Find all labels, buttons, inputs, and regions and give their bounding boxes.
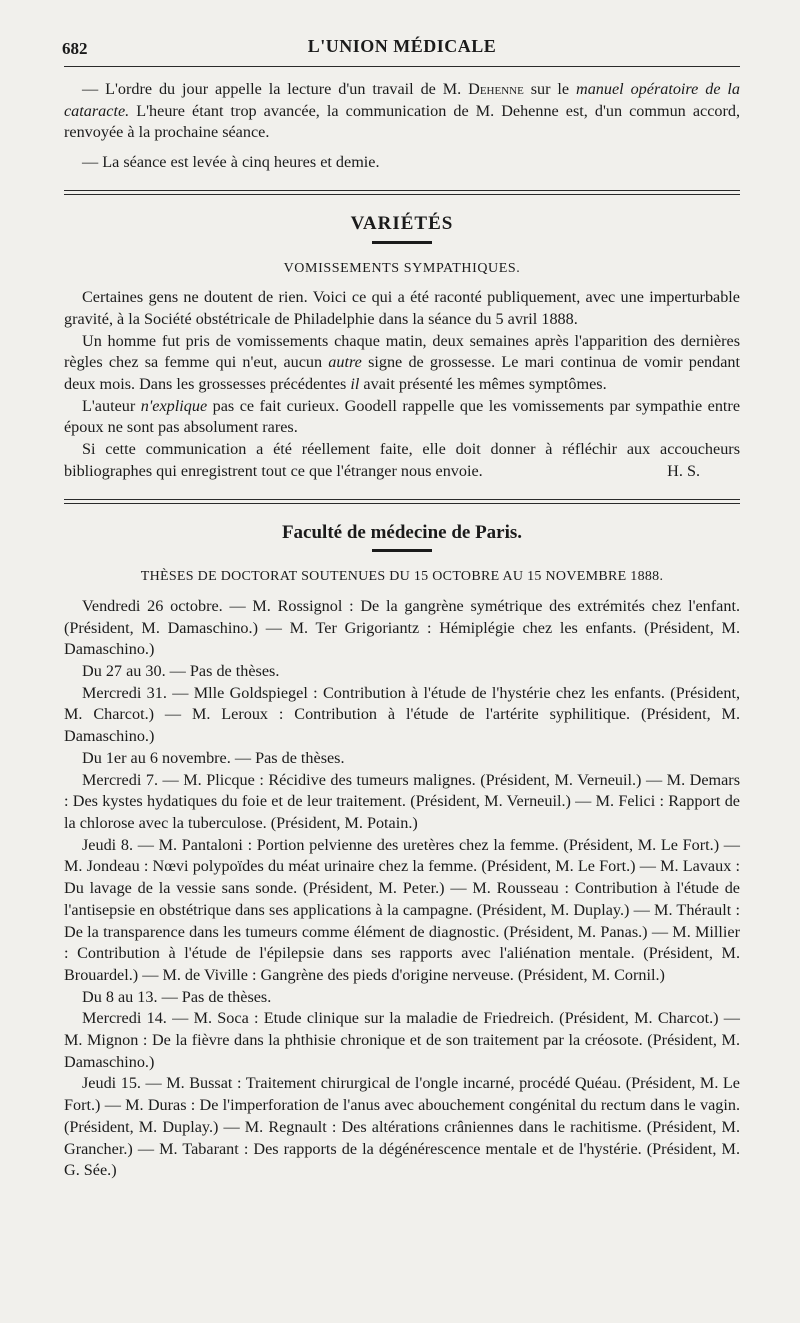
theses-heading: THÈSES DE DOCTORAT SOUTENUES DU 15 OCTOBRE AU 15 NOVEMBRE 1888. [140,569,664,585]
thesis-entry: Mercredi 14. — M. Soca : Etude clinique sur la maladie de Friedreich. (Président, M. Charcot.) — M. Mignon : De la fièvre dans la phthisie chronique et de son traitement par la créosote. (Président, M. Damaschino.) [64,1009,740,1071]
session-paragraph-order-of-day: — L'ordre du jour appelle la lecture d'un travail de M. Dehenne sur le manuel opératoire de la cataracte. L'heure étant trop avancée, la communication de M. Dehenne est, d'un commun accord, renvoyée à la prochaine séance. [64,80,741,142]
header-rule [64,66,740,67]
author-name-dehenne: Dehenne [468,80,524,98]
title-underline [372,241,432,244]
section-divider [64,190,740,195]
running-head [64,28,740,62]
thesis-entry: Du 8 au 13. — Pas de thèses. [82,987,272,1006]
section-divider [64,499,740,504]
thesis-entry: Jeudi 8. — M. Pantaloni : Portion pelvienne des uretères chez la femme. (Président, M. Le Fort.) — M. Jondeau : Nœvi polypoïdes du méat urinaire chez la femme. (Président, M. Le Fort.) — M. Lavaux : Du lavage de la vessie sans sonde. (Président, M. Peter.) — M. Rousseau : Contribution à l'étude de l'antisepsie en obstétrique dans ses applications à la campagne. (Président, M. Duplay.) — M. Thérault : De la transparence dans les tumeurs comme élément de diagnostic. (Président, M. Panas.) — M. Millier : Contribution à l'étude de l'épilepsie dans ses rapports avec l'aliénation mentale. (Président, M. Brouardel.) — M. de Viville : Gangrène des pieds d'origine nerveuse. (Président, M. Cornil.) [64,835,740,984]
thesis-entry: Vendredi 26 octobre. — M. Rossignol : De la gangrène symétrique des extrémités chez l'enfant. (Président, M. Damaschino.) — M. Ter Grigoriantz : Hémiplégie chez les enfants. (Président, M. Damaschino.) [64,596,740,659]
journal-page [64,28,740,1182]
signature: H. S. [667,461,700,480]
page-number: 682 [62,39,88,58]
thesis-entry: Du 27 au 30. — Pas de thèses. [82,662,280,681]
title-underline [372,549,432,552]
faculte-title: Faculté de médecine de Paris. [281,521,523,543]
varietes-paragraph: Un homme fut pris de vomissements chaque matin, deux semaines après l'apparition des dernières règles chez sa femme qui n'eut, aucun autre signe de grossesse. Le mari continua de vomir pendant deux mois. Dans les grossesses précédentes il avait présenté les mêmes symptômes. [64,331,740,394]
thesis-entry: Jeudi 15. — M. Bussat : Traitement chirurgical de l'ongle incarné, procédé Quéau. (Président, M. Le Fort.) — M. Duras : De l'imperforation de l'anus avec abouchement congénital du rectum dans le vagin. (Président, M. Duplay.) — M. Regnault : Des altérations crâniennes dans le rachitisme. (Président, M. Grancher.) — M. Tabarant : Des rapports de la dégénérescence mentale et de l'hystérie. (Président, M. G. Sée.) [64,1074,740,1180]
session-paragraph-closing: — La séance est levée à cinq heures et demie. [82,153,380,172]
thesis-entry: Mercredi 7. — M. Plicque : Récidive des tumeurs malignes. (Président, M. Verneuil.) — M. Demars : Des kystes hydatiques du foie et de leur traitement. (Président, M. Verneuil.) — M. Felici : Rapport de la chlorose avec la tuberculose. (Président, M. Potain.) [64,770,740,832]
journal-title: L'UNION MÉDICALE [307,36,497,56]
varietes-paragraph: Si cette communication a été réellement faite, elle doit donner à réfléchir aux accoucheurs bibliographes qui enregistrent tout ce que l'étranger nous envoie. H. S. [64,439,740,482]
varietes-title: VARIÉTÉS [350,212,454,234]
varietes-paragraph: Certaines gens ne doutent de rien. Voici ce qui a été raconté publiquement, avec une imperturbable gravité, à la Société obstétricale de Philadelphie dans la séance du 5 avril 1888. [64,288,740,328]
varietes-paragraph: L'auteur n'explique pas ce fait curieux. Goodell rappelle que les vomissements par sympathie entre époux ne sont pas absolument rares. [64,396,741,437]
thesis-entry: Mercredi 31. — Mlle Goldspiegel : Contribution à l'étude de l'hystérie chez les enfants. (Président, M. Charcot.) — M. Leroux : Contribution à l'étude de l'artérite syphilitique. (Président, M. Damaschino.) [64,683,740,746]
thesis-entry: Du 1er au 6 novembre. — Pas de thèses. [82,748,345,767]
varietes-subtitle: VOMISSEMENTS SYMPATHIQUES. [283,260,521,276]
